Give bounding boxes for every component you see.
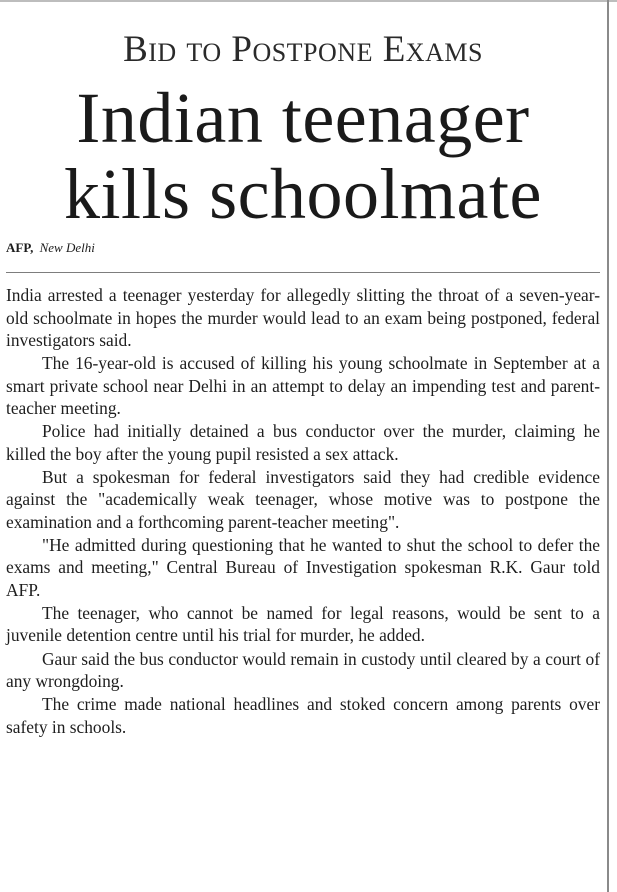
paragraph-7: Gaur said the bus conductor would remain in custody until cleared by a court of any wrongdoing. xyxy=(6,648,600,692)
paragraph-4: But a spokesman for federal investigators said they had credible evidence against the "academically weak teenager, whose motive was to postpone the examination and a forthcoming parent-teacher meeting". xyxy=(6,466,600,532)
headline xyxy=(6,80,600,232)
paragraph-6: The teenager, who cannot be named for legal reasons, would be sent to a juvenile detention centre until his trial for murder, he added. xyxy=(6,602,600,646)
paragraph-8: The crime made national headlines and stoked concern among parents over safety in schools. xyxy=(6,694,600,737)
byline-divider xyxy=(6,272,600,273)
paragraph-5: "He admitted during questioning that he wanted to shut the school to defer the exams and meeting," Central Bureau of Investigation spokesman R.K. Gaur told AFP. xyxy=(6,534,600,600)
kicker: Bid to Postpone Exams xyxy=(123,29,483,70)
news-article xyxy=(6,0,600,892)
byline-location: New Delhi xyxy=(39,240,95,255)
headline-line-1: Indian teenager xyxy=(76,78,530,158)
article-body xyxy=(6,284,600,739)
headline-line-2: kills schoolmate xyxy=(64,154,542,234)
paragraph-2: The 16-year-old is accused of killing his young schoolmate in September at a smart private school near Delhi in an attempt to delay an impending test and parent-teacher meeting. xyxy=(6,353,600,419)
paragraph-1: India arrested a teenager yesterday for allegedly slitting the throat of a seven-year-old schoolmate in hopes the murder would lead to an exam being postponed, federal investigators said. xyxy=(6,285,600,350)
column-rule xyxy=(607,0,609,892)
paragraph-3: Police had initially detained a bus conductor over the murder, claiming he killed the boy after the young pupil resisted a sex attack. xyxy=(6,421,600,464)
byline-agency: AFP, xyxy=(6,240,34,255)
byline xyxy=(6,240,95,256)
